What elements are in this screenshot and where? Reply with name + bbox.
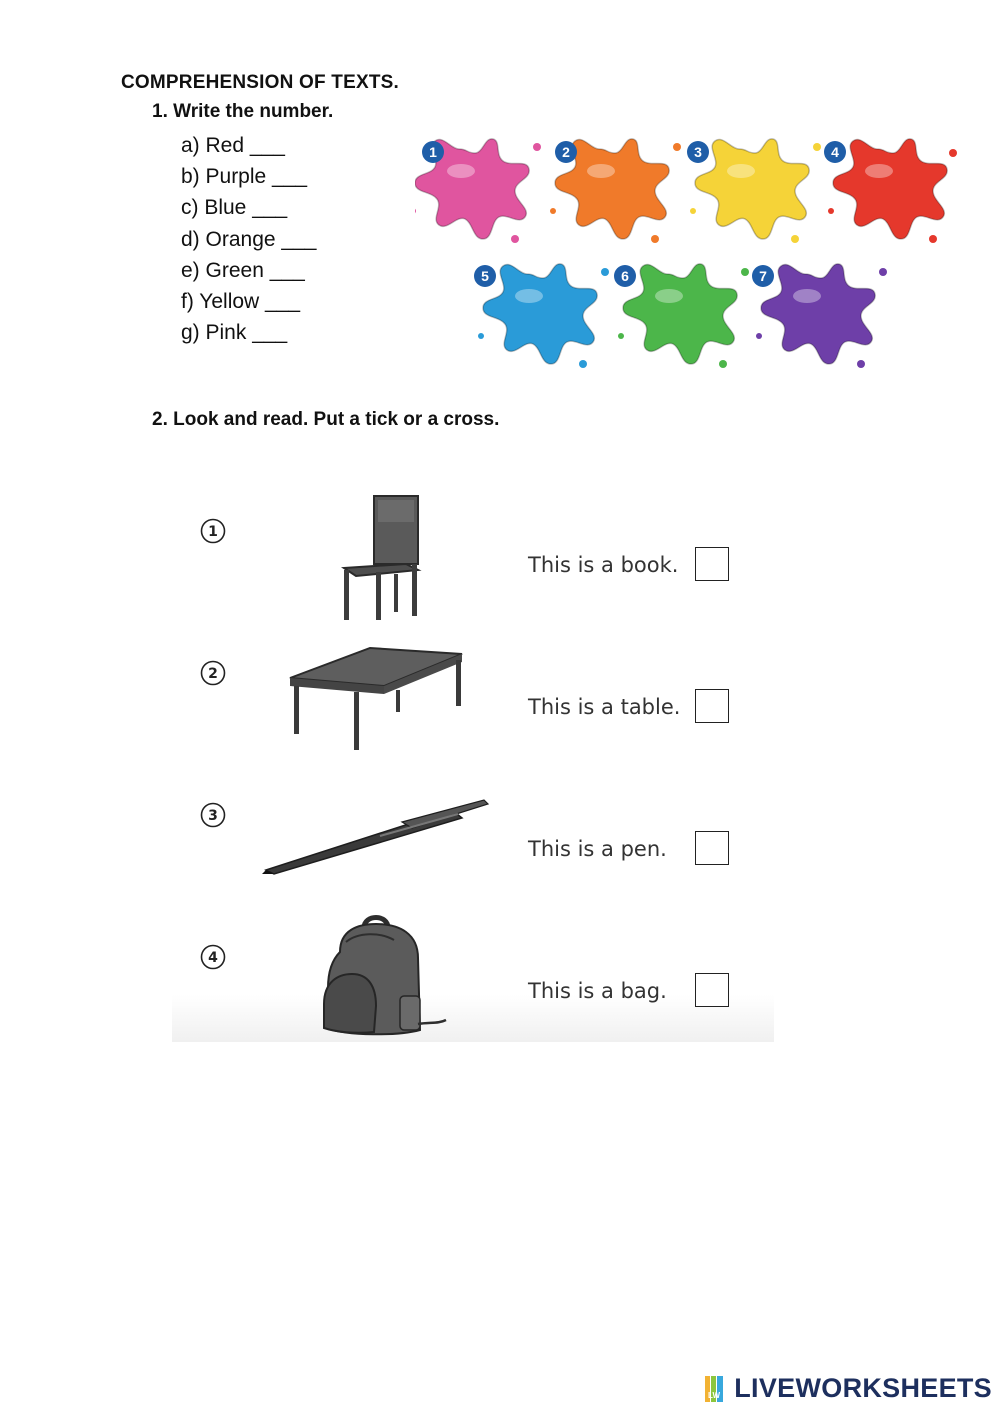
answer-checkbox[interactable] — [695, 689, 729, 723]
item-sentence: This is a book. — [528, 553, 679, 577]
liveworksheets-logo — [705, 1373, 992, 1404]
splat-5-shape — [483, 264, 597, 364]
backpack-icon — [318, 912, 450, 1038]
option-yellow[interactable]: f) Yellow ___ — [181, 290, 301, 314]
splat-3-number: 3 — [694, 144, 702, 160]
exercise-row-3 — [172, 758, 774, 898]
table-icon — [286, 644, 466, 756]
answer-checkbox[interactable] — [695, 831, 729, 865]
svg-text:3: 3 — [208, 808, 218, 824]
svg-text:4: 4 — [208, 950, 218, 966]
chair-icon — [336, 492, 426, 622]
splat-3 — [687, 139, 821, 243]
liveworksheets-logo-icon — [705, 1374, 731, 1404]
splat-5 — [474, 264, 609, 368]
item-number-badge — [200, 518, 226, 544]
item-sentence: This is a pen. — [528, 837, 667, 861]
option-purple[interactable]: b) Purple ___ — [181, 165, 308, 189]
splat-1 — [415, 139, 541, 243]
pen-icon — [262, 796, 492, 876]
exercise-row-1 — [172, 474, 774, 614]
splat-4-shape — [833, 139, 947, 239]
splat-6 — [614, 264, 749, 368]
option-pink[interactable]: g) Pink ___ — [181, 321, 288, 345]
answer-checkbox[interactable] — [695, 547, 729, 581]
option-orange[interactable]: d) Orange ___ — [181, 227, 317, 251]
item-number-badge — [200, 660, 226, 686]
item-number-badge — [200, 944, 226, 970]
exercise-row-2 — [172, 616, 774, 756]
splat-4 — [824, 139, 957, 243]
splat-1-number: 1 — [429, 144, 437, 160]
splat-7 — [752, 264, 887, 368]
splat-6-shape — [623, 264, 737, 364]
tick-or-cross-exercise — [172, 452, 774, 1042]
option-blue[interactable]: c) Blue ___ — [181, 196, 288, 220]
splat-2-number: 2 — [562, 144, 570, 160]
question-1-title: 1. Write the number. — [152, 101, 334, 122]
splat-7-number: 7 — [759, 268, 767, 284]
option-green[interactable]: e) Green ___ — [181, 258, 305, 282]
splat-4-number: 4 — [831, 144, 839, 160]
svg-text:2: 2 — [208, 666, 218, 682]
svg-text:1: 1 — [208, 524, 218, 540]
splat-3-shape — [695, 139, 809, 239]
item-number-badge — [200, 802, 226, 828]
paint-splats-illustration — [415, 128, 960, 373]
item-sentence: This is a table. — [528, 695, 681, 719]
option-red[interactable]: a) Red ___ — [181, 134, 285, 157]
liveworksheets-logo-text: LIVEWORKSHEETS — [734, 1373, 992, 1403]
answer-checkbox[interactable] — [695, 973, 729, 1007]
exercise-row-4 — [172, 900, 774, 1040]
item-sentence: This is a bag. — [528, 979, 667, 1003]
svg-text:LW: LW — [708, 1390, 721, 1400]
page-title: COMPREHENSION OF TEXTS. — [121, 72, 400, 93]
color-options-list — [181, 130, 316, 348]
splat-2 — [550, 139, 681, 243]
splat-6-number: 6 — [621, 268, 629, 284]
splat-5-number: 5 — [481, 268, 489, 284]
splat-7-shape — [761, 264, 875, 364]
question-2-title: 2. Look and read. Put a tick or a cross. — [152, 409, 500, 430]
